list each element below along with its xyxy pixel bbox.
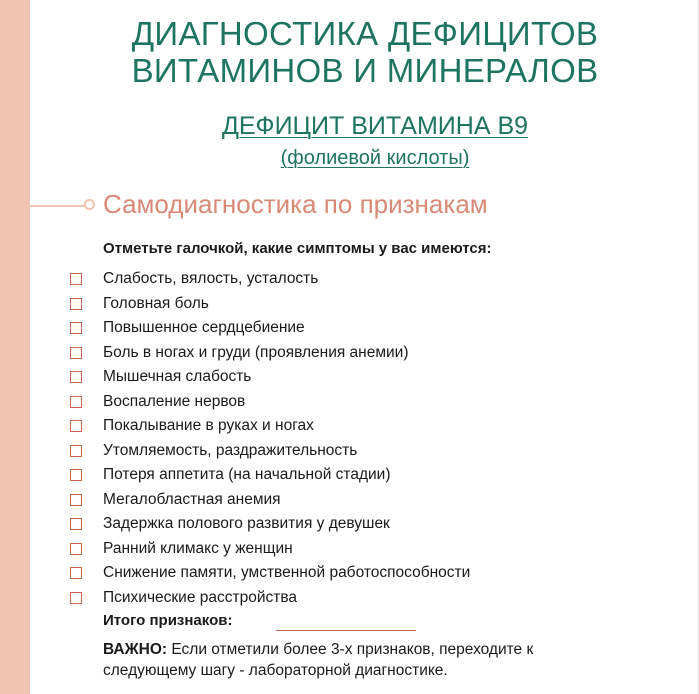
heading-connector-line	[30, 205, 88, 207]
checklist-item-label: Мегалобластная анемия	[103, 490, 281, 508]
checkbox[interactable]	[70, 567, 82, 579]
checklist-item-label: Ранний климакс у женщин	[103, 539, 293, 557]
checklist-item	[70, 365, 470, 390]
checklist-item-label: Слабость, вялость, усталость	[103, 270, 319, 288]
checkbox[interactable]	[70, 347, 82, 359]
vitamin-subtitle	[160, 111, 590, 171]
decorative-side-bar	[0, 0, 30, 694]
checklist-item-label: Боль в ногах и груди (проявления анемии)	[103, 343, 409, 361]
important-label: ВАЖНО:	[103, 641, 168, 658]
checklist-item	[70, 488, 470, 513]
checklist-item	[70, 414, 470, 439]
checklist-item-label: Головная боль	[103, 294, 209, 312]
page-title-line-2: ВИТАМИНОВ И МИНЕРАЛОВ	[131, 52, 599, 89]
checklist-item-label: Снижение памяти, умственной работоспособности	[103, 564, 471, 582]
checklist-item	[70, 439, 470, 464]
page-title-line-1: ДИАГНОСТИКА ДЕФИЦИТОВ	[131, 15, 599, 52]
heading-connector-dot	[84, 199, 95, 210]
checklist-item	[70, 537, 470, 562]
instruction-text: Отметьте галочкой, какие симптомы у вас имеются:	[103, 240, 492, 257]
page-title	[100, 15, 630, 89]
checklist-item	[70, 586, 470, 611]
checkbox[interactable]	[70, 298, 82, 310]
checklist-item	[70, 390, 470, 415]
checkbox[interactable]	[70, 371, 82, 383]
checkbox[interactable]	[70, 273, 82, 285]
checkbox[interactable]	[70, 592, 82, 604]
checkbox[interactable]	[70, 494, 82, 506]
checklist-item-label: Покалывание в руках и ногах	[103, 417, 314, 435]
checklist-item	[70, 561, 470, 586]
total-input-line[interactable]	[276, 630, 416, 631]
checkbox[interactable]	[70, 322, 82, 334]
total-label: Итого признаков:	[103, 612, 233, 629]
checkbox[interactable]	[70, 396, 82, 408]
important-note	[103, 639, 603, 681]
checklist-item	[70, 512, 470, 537]
checklist-item-label: Задержка полового развития у девушек	[103, 515, 390, 533]
checkbox[interactable]	[70, 420, 82, 432]
checklist-item	[70, 292, 470, 317]
checkbox[interactable]	[70, 469, 82, 481]
checklist-item-label: Мышечная слабость	[103, 368, 252, 386]
checklist-item-label: Утомляемость, раздражительность	[103, 441, 358, 459]
important-text: Если отметили более 3-х признаков, переходите к следующему шагу - лабораторной диагностике.	[103, 641, 534, 679]
checkbox[interactable]	[70, 543, 82, 555]
checkbox[interactable]	[70, 518, 82, 530]
checklist-item	[70, 267, 470, 292]
symptom-checklist	[70, 267, 470, 610]
vitamin-subtitle-line-2: (фолиевой кислоты)	[280, 147, 470, 169]
checklist-item-label: Психические расстройства	[103, 588, 298, 606]
checkbox[interactable]	[70, 445, 82, 457]
checklist-item-label: Потеря аппетита (на начальной стадии)	[103, 466, 391, 484]
vitamin-subtitle-line-1: ДЕФИЦИТ ВИТАМИНА В9	[221, 112, 529, 140]
checklist-item-label: Повышенное сердцебиение	[103, 319, 305, 337]
checklist-item	[70, 341, 470, 366]
section-heading: Самодиагностика по признакам	[103, 189, 488, 219]
checklist-item	[70, 463, 470, 488]
checklist-item-label: Воспаление нервов	[103, 392, 246, 410]
checklist-item	[70, 316, 470, 341]
